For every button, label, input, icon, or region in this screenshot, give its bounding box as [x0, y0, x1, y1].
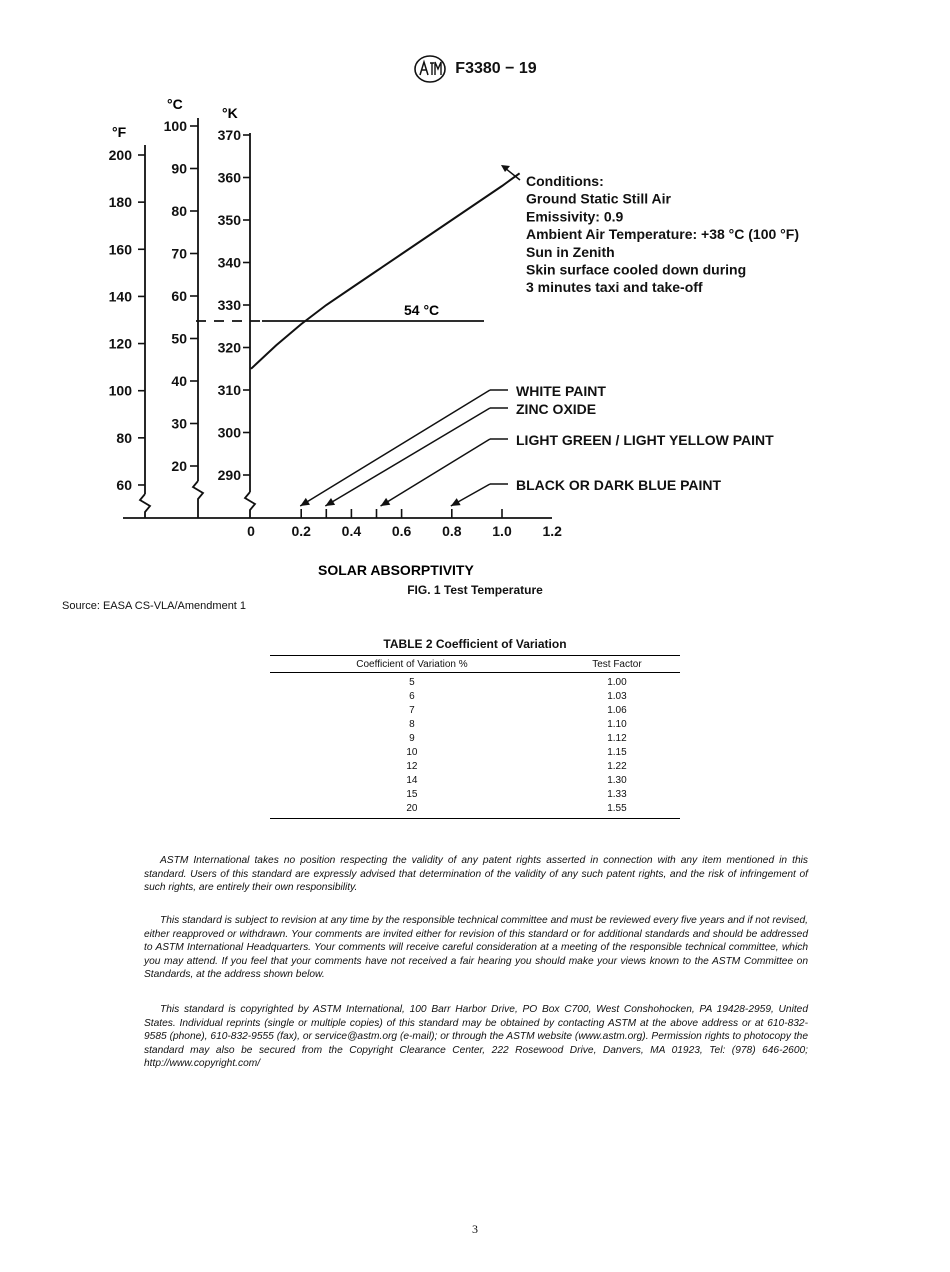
paint-leader	[300, 390, 490, 506]
table-row	[270, 690, 680, 704]
c-tick-label: 60	[171, 288, 187, 304]
table-row	[270, 746, 680, 760]
conditions-line: Sun in Zenith	[526, 243, 615, 260]
f-tick-label: 80	[116, 429, 132, 446]
x-axis-label: SOLAR ABSORPTIVITY	[318, 562, 474, 578]
column-header-cv: Coefficient of Variation %	[270, 656, 554, 673]
cv-cell: 15	[406, 789, 418, 800]
x-tick-label: 0.8	[442, 523, 462, 539]
paint-arrowhead	[381, 498, 391, 506]
column-header-factor: Test Factor	[554, 656, 680, 673]
cv-cell: 7	[409, 705, 415, 716]
temperature-curve	[251, 173, 520, 368]
k-tick-label: 370	[217, 127, 241, 143]
factor-cell: 1.03	[607, 691, 627, 702]
x-tick-label: 0.4	[341, 523, 362, 539]
figure-caption: FIG. 1 Test Temperature	[407, 583, 543, 597]
k-tick-label: 310	[217, 382, 241, 398]
x-tick-label: 1.2	[542, 523, 562, 539]
f-tick-label: 160	[108, 241, 132, 258]
paint-arrowhead	[325, 498, 335, 506]
coefficient-table	[270, 655, 680, 819]
table-row	[270, 760, 680, 774]
figure-source: Source: EASA CS-VLA/Amendment 1	[62, 600, 247, 612]
x-tick-label: 0	[247, 523, 255, 539]
conditions-line: Ground Static Still Air	[526, 190, 671, 207]
table-row	[270, 774, 680, 788]
table-row	[270, 704, 680, 718]
x-tick-label: 1.0	[492, 523, 512, 539]
c-axis-unit: °C	[167, 96, 183, 112]
factor-cell: 1.15	[607, 747, 627, 758]
c-tick-label: 100	[163, 118, 187, 134]
paint-leader	[325, 408, 490, 506]
k-tick-label: 340	[217, 254, 241, 271]
page-header	[0, 54, 950, 84]
c-tick-label: 40	[171, 373, 187, 389]
c-tick-label: 70	[171, 245, 187, 262]
threshold-label: 54 °C	[404, 302, 440, 318]
factor-cell: 1.12	[607, 733, 627, 744]
k-tick-label: 290	[217, 467, 241, 483]
f-tick-label: 180	[108, 194, 132, 211]
factor-cell: 1.55	[554, 802, 680, 819]
cv-cell: 10	[406, 747, 418, 758]
f-tick-label: 120	[108, 335, 132, 352]
table-row	[270, 718, 680, 732]
factor-cell: 1.10	[607, 719, 627, 730]
paint-label: ZINC OXIDE	[516, 401, 597, 417]
table-row	[270, 788, 680, 802]
k-axis-unit: °K	[222, 105, 238, 121]
conditions-line: Conditions:	[526, 173, 604, 189]
cv-cell: 9	[409, 733, 415, 744]
table-row	[270, 673, 680, 691]
table-row	[270, 732, 680, 746]
test-temperature-chart	[0, 90, 950, 580]
k-tick-label: 360	[217, 169, 241, 186]
k-tick-label: 330	[217, 297, 241, 313]
cv-cell: 8	[409, 719, 415, 730]
factor-cell: 1.30	[607, 775, 627, 786]
table-title: TABLE 2 Coefficient of Variation	[383, 637, 567, 651]
conditions-line: Emissivity: 0.9	[526, 208, 624, 225]
f-tick-label: 200	[108, 147, 132, 163]
c-tick-label: 90	[171, 160, 187, 177]
f-tick-label: 140	[108, 288, 132, 305]
paint-label: LIGHT GREEN / LIGHT YELLOW PAINT	[516, 432, 774, 448]
k-tick-label: 350	[217, 212, 241, 228]
c-tick-label: 50	[171, 330, 187, 347]
cv-cell: 5	[409, 677, 415, 688]
cv-cell: 12	[406, 761, 418, 772]
factor-cell: 1.33	[607, 789, 627, 800]
page-number: 3	[472, 1222, 478, 1236]
k-tick-label: 300	[217, 424, 241, 441]
f-tick-label: 100	[108, 382, 132, 399]
conditions-line: Ambient Air Temperature: +38 °C (100 °F)	[526, 226, 799, 243]
astm-logo-icon	[413, 54, 447, 84]
cv-cell: 14	[406, 775, 418, 786]
x-tick-label: 0.2	[291, 523, 311, 539]
conditions-line: 3 minutes taxi and take-off	[526, 279, 703, 296]
f-axis-unit: °F	[112, 124, 127, 140]
copyright-notice: This standard is copyrighted by ASTM International, 100 Barr Harbor Drive, PO Box C700, West Conshohocken, PA 19428-2959, United States. Individual reprints (single or multiple copies) of this standard may be obtained by contacting ASTM at the above address or at 610-832-9585 (phone), 610-832-9555 (fax), or service@astm.org (e-mail); or through the ASTM website (www.astm.org). Permission rights to photocopy the standard may also be secured from the Copyright Clearance Center, 222 Rosewood Drive, Danvers, MA 01923, Tel: (978) 646-2600; http://www.copyright.com/	[144, 1004, 808, 1070]
revision-notice: This standard is subject to revision at any time by the responsible technical committee and must be reviewed every five years and if not revised, either reapproved or withdrawn. Your comments are invited either for revision of this standard or for additional standards and should be addressed to ASTM International Headquarters. Your comments will receive careful consideration at a meeting of the responsible technical committee, which you may attend. If you feel that your comments have not received a fair hearing you should make your views known to the ASTM Committee on Standards, at the address shown below.	[144, 915, 808, 981]
paint-arrowhead	[300, 498, 310, 506]
f-tick-label: 60	[116, 476, 132, 493]
c-tick-label: 20	[171, 458, 187, 474]
conditions-line: Skin surface cooled down during	[526, 261, 747, 278]
factor-cell: 1.06	[607, 705, 627, 716]
paint-label: BLACK OR DARK BLUE PAINT	[516, 477, 722, 493]
x-tick-label: 0.6	[391, 523, 412, 539]
document-title: F3380 − 19	[455, 60, 537, 77]
table-row	[270, 802, 680, 819]
c-tick-label: 80	[171, 203, 187, 219]
k-tick-label: 320	[217, 339, 241, 356]
factor-cell: 1.00	[607, 677, 627, 688]
paint-label: WHITE PAINT	[516, 383, 606, 399]
c-tick-label: 30	[171, 415, 187, 432]
cv-cell: 20	[270, 802, 554, 819]
patent-notice: ASTM International takes no position respecting the validity of any patent rights asserted in connection with any item mentioned in this standard. Users of this standard are expressly advised that determination of the validity of any such patent rights, and the risk of infringement of such rights, are entirely their own responsibility.	[144, 855, 808, 894]
factor-cell: 1.22	[607, 761, 627, 772]
cv-cell: 6	[409, 691, 415, 702]
paint-leader	[381, 439, 490, 506]
